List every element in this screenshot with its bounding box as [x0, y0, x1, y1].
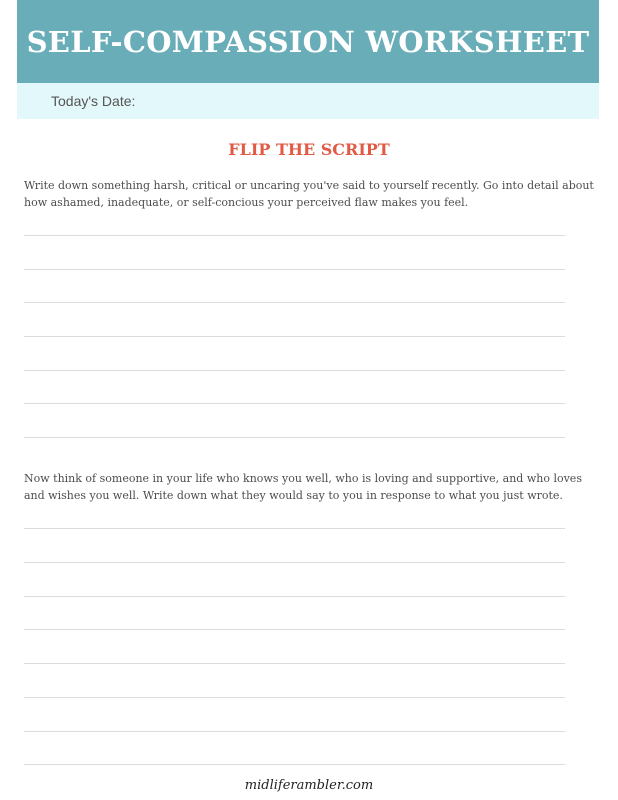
writing-line[interactable] — [24, 403, 565, 404]
worksheet-title: SELF-COMPASSION WORKSHEET — [26, 24, 590, 59]
writing-line[interactable] — [24, 437, 565, 438]
writing-line[interactable] — [24, 528, 565, 529]
section-title: FLIP THE SCRIPT — [228, 140, 390, 159]
date-label: Today's Date: — [51, 93, 136, 109]
writing-line[interactable] — [24, 596, 565, 597]
writing-line[interactable] — [24, 731, 565, 732]
writing-line[interactable] — [24, 697, 565, 698]
writing-line[interactable] — [24, 269, 565, 270]
writing-line[interactable] — [24, 235, 565, 236]
date-field-bar[interactable] — [17, 83, 599, 119]
writing-line[interactable] — [24, 336, 565, 337]
writing-line[interactable] — [24, 302, 565, 303]
footer-site-link[interactable]: midliferambler.com — [244, 778, 374, 793]
header-banner — [17, 0, 599, 83]
writing-line[interactable] — [24, 370, 565, 371]
writing-line[interactable] — [24, 663, 565, 664]
writing-line[interactable] — [24, 764, 565, 765]
writing-line[interactable] — [24, 562, 565, 563]
prompt-supportive-response: Now think of someone in your life who knows you well, who is loving and supportive, and who loves and wishes you well. Write down what they would say to you in response to what you just wrote. — [24, 472, 582, 502]
prompt-harsh-self-talk: Write down something harsh, critical or uncaring you've said to yourself recently. Go into detail about how ashamed, inadequate, or self-concious your perceived flaw makes you feel. — [24, 179, 594, 209]
writing-line[interactable] — [24, 629, 565, 630]
